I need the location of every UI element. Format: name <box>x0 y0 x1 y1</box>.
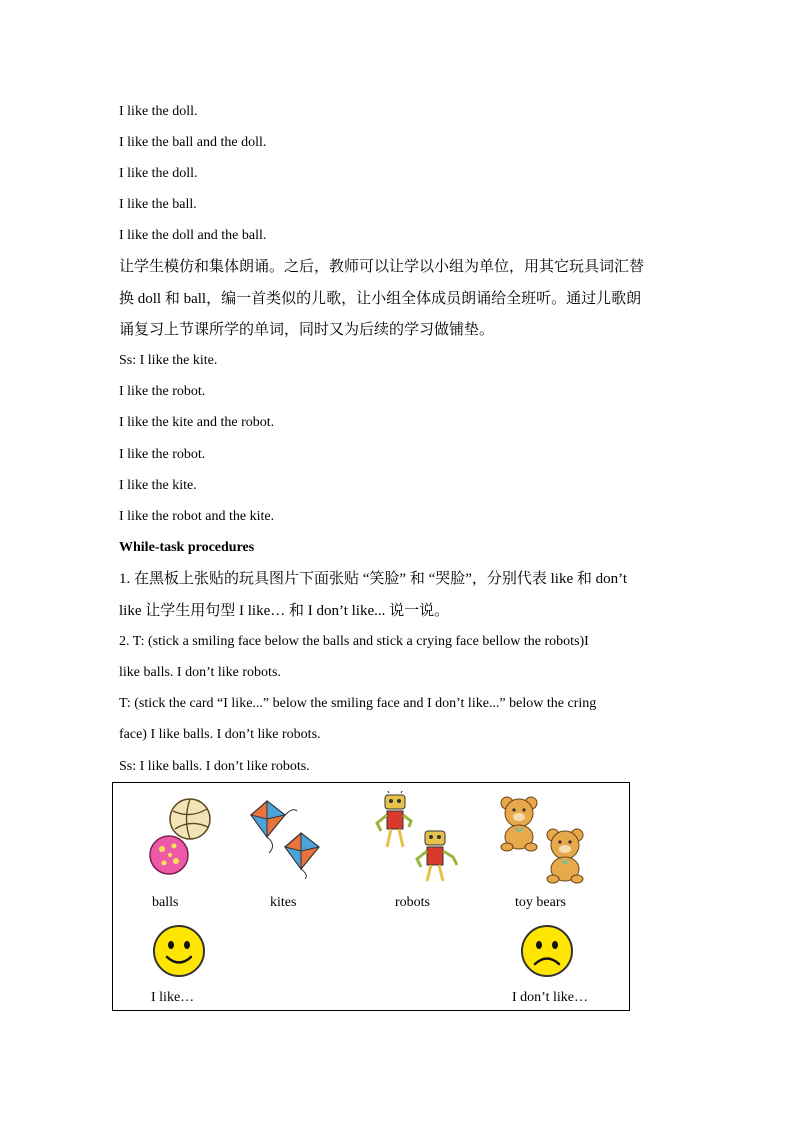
text-line: I like the kite and the robot. <box>119 415 275 430</box>
text-line: Ss: I like balls. I don’t like robots. <box>119 759 310 774</box>
text-line: I like the robot and the kite. <box>119 509 275 524</box>
kites-icon <box>247 797 327 879</box>
text-line: 换 doll 和 ball，编一首类似的儿歌，让小组全体成员朗诵给全班听。通过儿歌朗 <box>119 291 642 307</box>
text-line: 诵复习上节课所学的单词，同时又为后续的学习做铺垫。 <box>119 322 495 338</box>
text-line: I like the doll. <box>119 166 198 181</box>
toy-picture-card <box>112 782 630 1011</box>
text-line: Ss: I like the kite. <box>119 353 218 368</box>
caption-balls: balls <box>152 895 179 910</box>
text-line: T: (stick the card “I like...” below the smiling face and I don’t like...” below the cring <box>119 696 597 711</box>
text-line: I like the ball and the doll. <box>119 135 267 150</box>
robots-icon <box>371 791 467 883</box>
text-line: I like the kite. <box>119 478 197 493</box>
text-line: I like the ball. <box>119 197 197 212</box>
caption-kites: kites <box>270 895 297 910</box>
toy-bears-icon <box>497 795 593 885</box>
caption-robots: robots <box>395 895 430 910</box>
section-heading: While-task procedures <box>119 540 255 555</box>
text-line: 让学生模仿和集体朗诵。之后，教师可以让学以小组为单位，用其它玩具词汇替 <box>119 259 645 275</box>
caption-toy-bears: toy bears <box>515 895 566 910</box>
text-line: I like the doll. <box>119 104 198 119</box>
text-line: I like the doll and the ball. <box>119 228 267 243</box>
text-line: 2. T: (stick a smiling face below the balls and stick a crying face bellow the robots)I <box>119 634 589 649</box>
caption-i-dont-like: I don’t like… <box>512 990 588 1005</box>
text-line: I like the robot. <box>119 384 206 399</box>
text-line: face) I like balls. I don’t like robots. <box>119 727 321 742</box>
crying-face-icon <box>520 924 574 978</box>
smiling-face-icon <box>152 924 206 978</box>
text-line: I like the robot. <box>119 447 206 462</box>
text-line: like 让学生用句型 I like… 和 I don’t like... 说一说。 <box>119 603 450 619</box>
text-line: 1. 在黑板上张贴的玩具图片下面张贴 “笑脸” 和 “哭脸”，分别代表 like 和 don’t <box>119 571 628 587</box>
caption-i-like: I like… <box>151 990 195 1005</box>
balls-icon <box>145 797 217 877</box>
text-line: like balls. I don’t like robots. <box>119 665 281 680</box>
